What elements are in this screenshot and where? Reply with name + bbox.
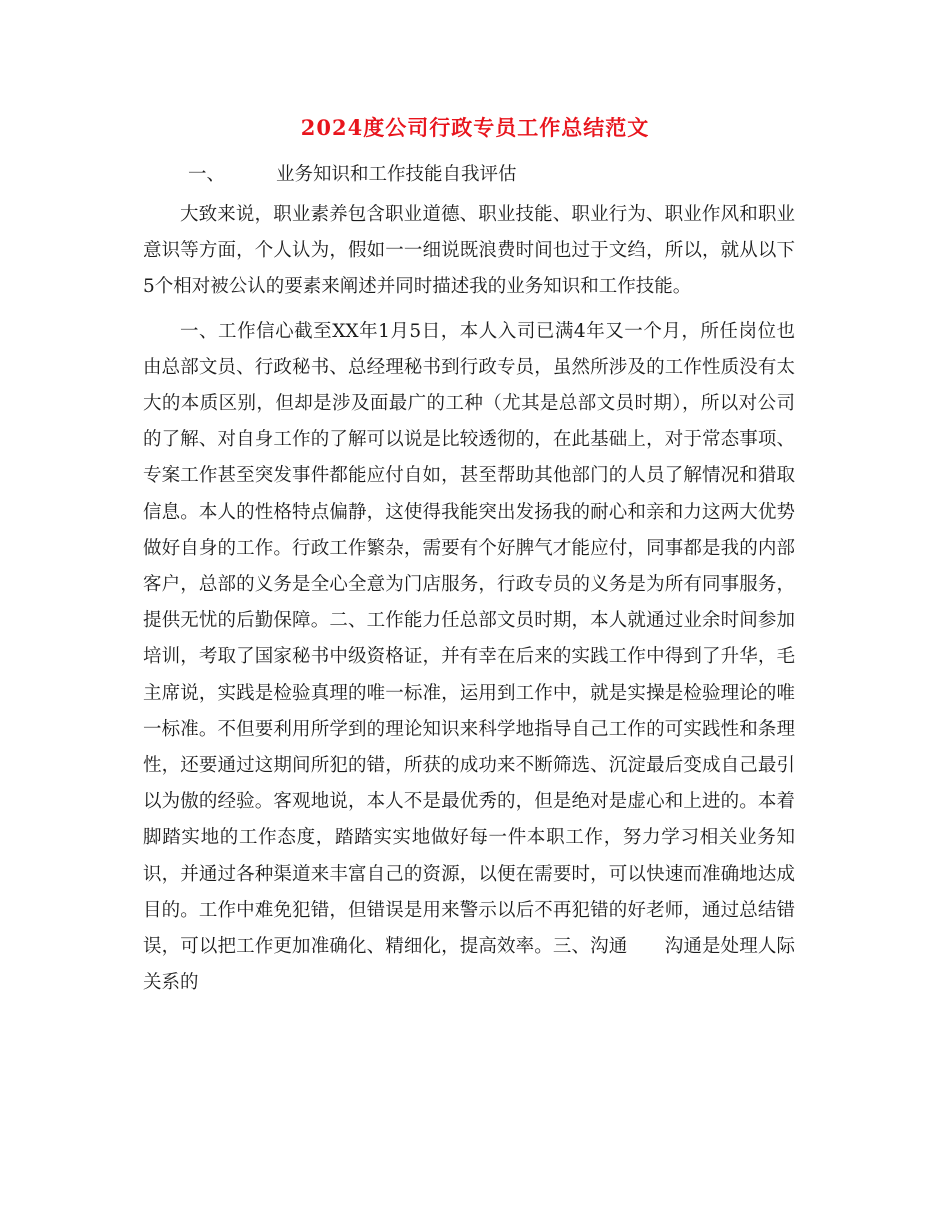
document-title: 2024度公司行政专员工作总结范文	[300, 115, 650, 140]
document-body	[143, 197, 795, 1001]
section-heading	[188, 160, 517, 186]
section-number: 一、	[188, 164, 226, 185]
paragraph-main: 一、工作信心截至XX年1月5日，本人入司已满4年又一个月，所任岗位也由总部文员、行政秘书、总经理秘书到行政专员，虽然所涉及的工作性质没有太大的本质区别，但却是涉及面最广的工种（尤其是总部文员时期），所以对公司的了解、对自身工作的了解可以说是比较透彻的，在此基础上，对于常态事项、专案工作甚至突发事件都能应付自如，甚至帮助其他部门的人员了解情况和猎取信息。本人的性格特点偏静，这使得我能突出发扬我的耐心和亲和力这两大优势做好自身的工作。行政工作繁杂，需要有个好脾气才能应付，同事都是我的内部客户，总部的义务是全心全意为门店服务，行政专员的义务是为所有同事服务，提供无忧的后勤保障。二、工作能力任总部文员时期，本人就通过业余时间参加培训，考取了国家秘书中级资格证，并有幸在后来的实践工作中得到了升华，毛主席说，实践是检验真理的唯一标准，运用到工作中，就是实操是检验理论的唯一标准。不但要利用所学到的理论知识来科学地指导自己工作的可实践性和条理性，还要通过这期间所犯的错，所获的成功来不断筛选、沉淀最后变成自己最引以为傲的经验。客观地说，本人不是最优秀的，但是绝对是虚心和上进的。本着脚踏实地的工作态度，踏踏实实地做好每一件本职工作，努力学习相关业务知识，并通过各种渠道来丰富自己的资源，以便在需要时，可以快速而准确地达成目的。工作中难免犯错，但错误是用来警示以后不再犯错的好老师，通过总结错误，可以把工作更加准确化、精细化，提高效率。三、沟通 沟通是处理人际关系的	[143, 320, 795, 994]
section-heading-text: 业务知识和工作技能自我评估	[276, 164, 517, 185]
paragraph-intro: 大致来说，职业素养包含职业道德、职业技能、职业行为、职业作风和职业意识等方面，个人认为，假如一一细说既浪费时间也过于文绉，所以，就从以下5个相对被公认的要素来阐述并同时描述我的业务知识和工作技能。	[143, 204, 795, 298]
